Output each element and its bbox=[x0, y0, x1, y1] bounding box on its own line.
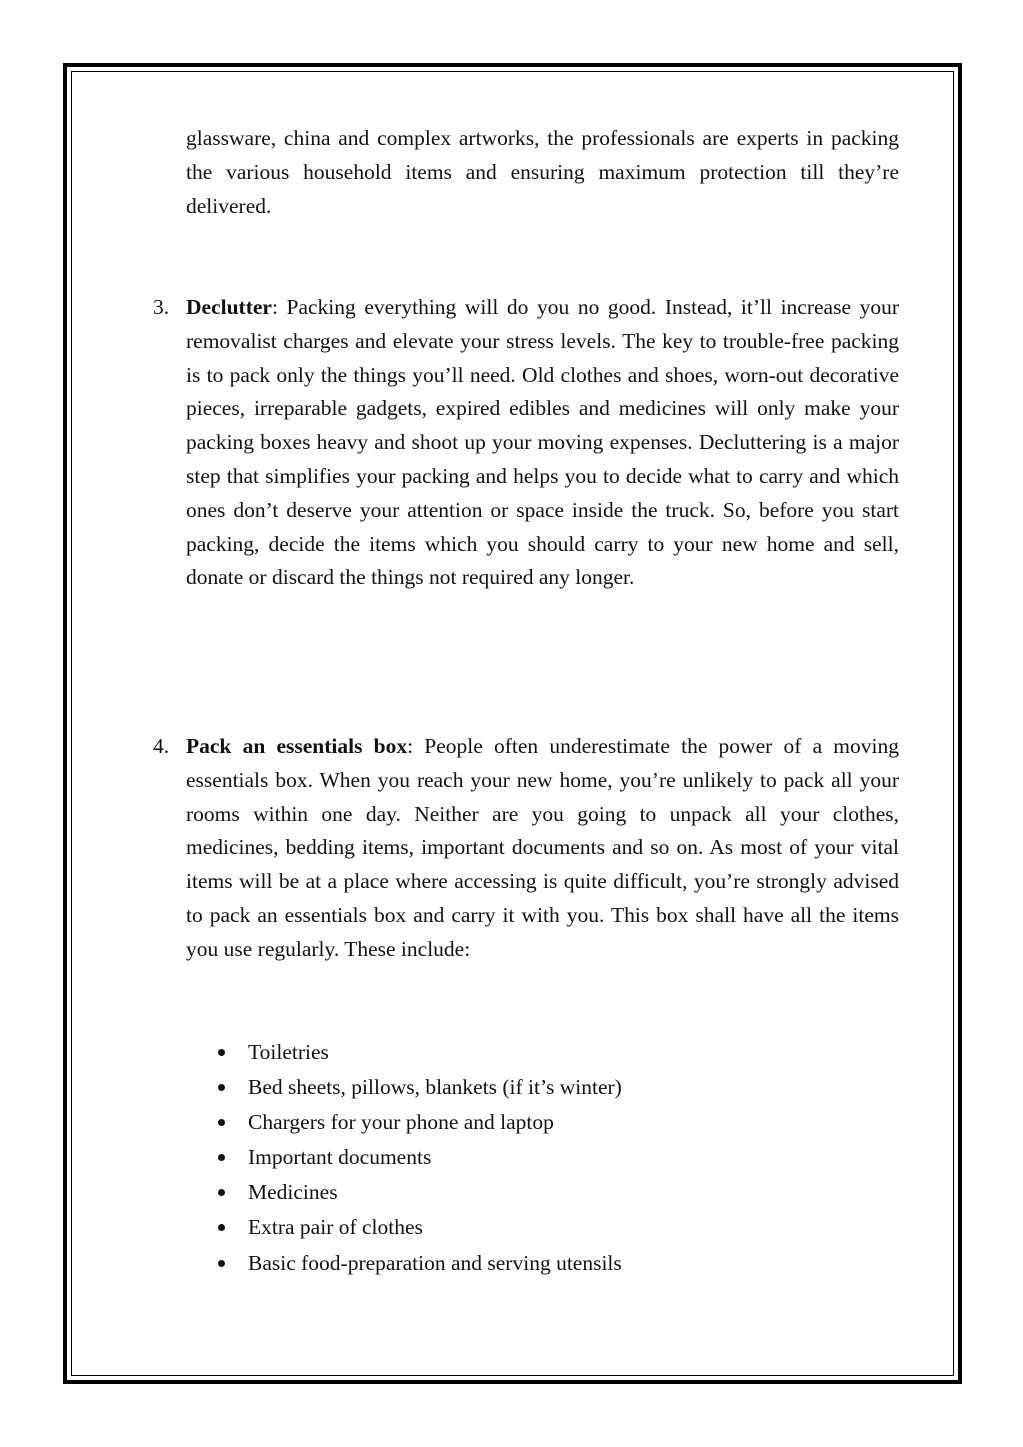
bullet-item-text: Basic food-preparation and serving utensils bbox=[248, 1250, 622, 1275]
bullet-icon bbox=[218, 1224, 225, 1231]
list-item-declutter bbox=[153, 291, 899, 595]
bullet-item bbox=[218, 1105, 622, 1140]
bullet-item-text: Chargers for your phone and laptop bbox=[248, 1110, 554, 1135]
essentials-bullet-list bbox=[218, 1035, 622, 1281]
bullet-item-text: Toiletries bbox=[248, 1040, 329, 1064]
item-heading: Declutter bbox=[186, 295, 272, 319]
bullet-icon bbox=[218, 1049, 225, 1056]
bullet-icon bbox=[218, 1154, 225, 1161]
list-item-essentials-box bbox=[153, 730, 899, 967]
item-heading: Pack an essentials box bbox=[186, 734, 408, 758]
bullet-icon bbox=[218, 1119, 225, 1126]
bullet-icon bbox=[218, 1084, 225, 1091]
bullet-item bbox=[218, 1175, 622, 1210]
bullet-item bbox=[218, 1246, 622, 1281]
item-body: : Packing everything will do you no good. Instead, it’ll increase your removalist charges and elevate your stress levels. The key to trouble-free packing is to pack only the things you’ll need. Old clothes and shoes, worn-out decorative pieces, irreparable gadgets, expired edibles and medicines will only make your packing boxes heavy and shoot up your moving expenses. Decluttering is a major step that simplifies your packing and helps you to decide what to carry and which ones don’t deserve your attention or space inside the truck. So, before you start packing, decide the items which you should carry to your new home and sell, donate or discard the things not required any longer. bbox=[186, 295, 899, 590]
bullet-item bbox=[218, 1210, 622, 1245]
bullet-item bbox=[218, 1035, 622, 1070]
bullet-item bbox=[218, 1070, 622, 1105]
bullet-item-text: Extra pair of clothes bbox=[248, 1215, 423, 1240]
intro-paragraph: glassware, china and complex artworks, the professionals are experts in packing the various household items and ensuring maximum protection till they’re delivered. bbox=[186, 126, 899, 218]
item-number: 4. bbox=[153, 734, 170, 758]
bullet-icon bbox=[218, 1260, 225, 1267]
item-body: : People often underestimate the power of a moving essentials box. When you reach your new home, you’re unlikely to pack all your rooms within one day. Neither are you going to unpack all your clothes, medicines, bedding items, important documents and so on. As most of your vital items will be at a place where accessing is quite difficult, you’re strongly advised to pack an essentials box and carry it with you. This box shall have all the items you use regularly. These include: bbox=[186, 734, 899, 961]
bullet-icon bbox=[218, 1189, 225, 1196]
bullet-item bbox=[218, 1140, 622, 1175]
bullet-item-text: Bed sheets, pillows, blankets (if it’s winter) bbox=[248, 1075, 622, 1100]
bullet-item-text: Medicines bbox=[248, 1180, 338, 1205]
item-number: 3. bbox=[153, 295, 170, 319]
bullet-item-text: Important documents bbox=[248, 1145, 432, 1170]
